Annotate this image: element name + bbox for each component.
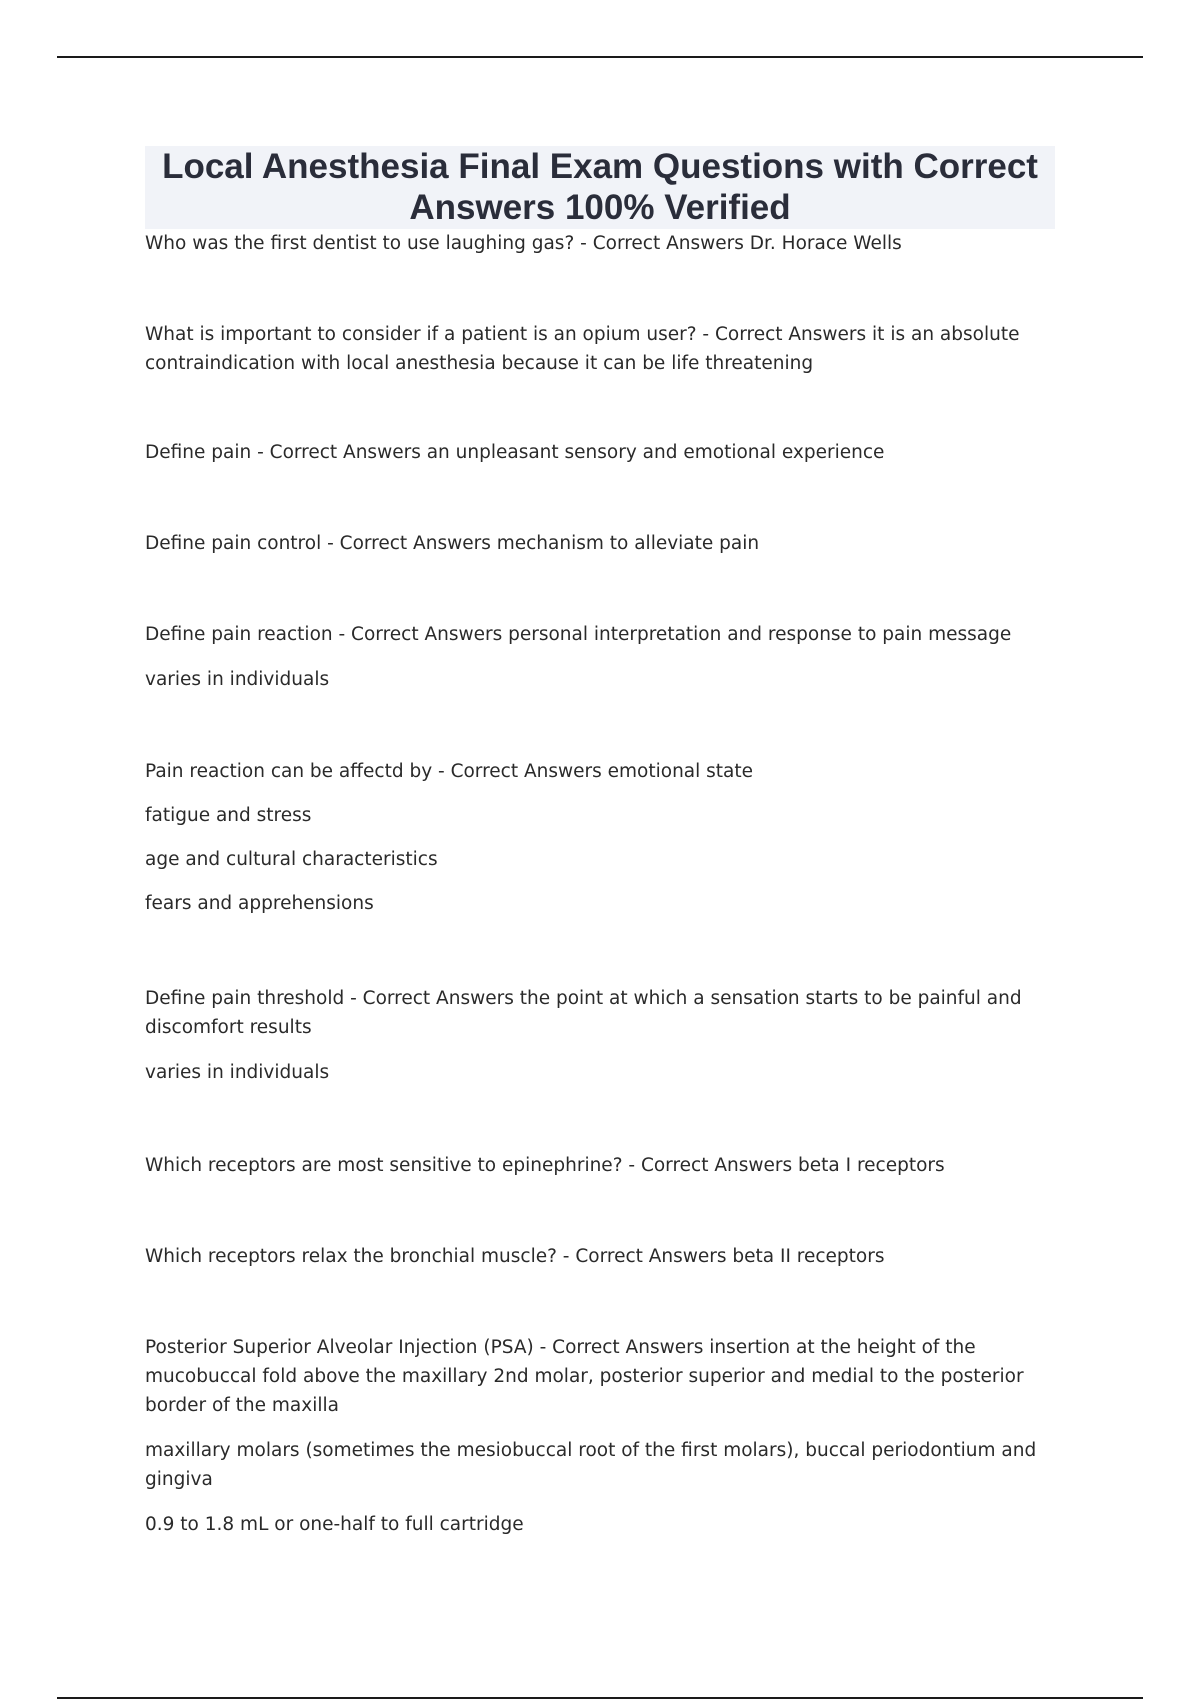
qa-item-1 — [145, 229, 1050, 258]
qa-item-7 — [145, 984, 1050, 1087]
qa-item-4 — [145, 529, 1050, 558]
document-header — [145, 146, 1055, 229]
qa-item-6 — [145, 757, 1050, 918]
qa-extra-line: fatigue and stress — [145, 805, 312, 826]
qa-question: What is important to consider if a patient is an opium user? - Correct Answers it is an absolute contraindication with local anesthesia because it can be life threatening — [145, 324, 1020, 374]
qa-question: Who was the first dentist to use laughing gas? - Correct Answers Dr. Horace Wells — [145, 233, 902, 254]
qa-extra-line: maxillary molars (sometimes the mesiobuccal root of the first molars), buccal periodontium and gingiva — [145, 1440, 1037, 1490]
bottom-rule — [57, 1697, 1143, 1699]
qa-extra-line: age and cultural characteristics — [145, 849, 438, 870]
qa-extra-line: varies in individuals — [145, 1062, 330, 1083]
qa-extra-line: fears and apprehensions — [145, 893, 374, 914]
qa-question: Pain reaction can be affectd by - Correct Answers emotional state — [145, 761, 754, 782]
qa-item-2 — [145, 320, 1050, 378]
qa-item-5 — [145, 620, 1050, 694]
qa-question: Define pain reaction - Correct Answers personal interpretation and response to pain message — [145, 624, 1012, 645]
qa-item-3 — [145, 438, 1050, 467]
qa-item-9 — [145, 1242, 1050, 1271]
qa-item-8 — [145, 1151, 1050, 1180]
document-title-line-1: Local Anesthesia Final Exam Questions with Correct — [162, 147, 1038, 186]
qa-question: Which receptors relax the bronchial muscle? - Correct Answers beta II receptors — [145, 1246, 885, 1267]
top-rule — [57, 56, 1143, 58]
qa-question: Define pain threshold - Correct Answers the point at which a sensation starts to be painful and discomfort results — [145, 988, 1022, 1038]
qa-question: Which receptors are most sensitive to epinephrine? - Correct Answers beta I receptors — [145, 1155, 945, 1176]
qa-question: Define pain control - Correct Answers mechanism to alleviate pain — [145, 533, 760, 554]
qa-extra-line: varies in individuals — [145, 669, 330, 690]
qa-extra-line: 0.9 to 1.8 mL or one-half to full cartridge — [145, 1514, 524, 1535]
title-box — [145, 146, 1055, 229]
document-title-line-2: Answers 100% Verified — [409, 188, 791, 227]
qa-question: Posterior Superior Alveolar Injection (PSA) - Correct Answers insertion at the height of the mucobuccal fold above the maxillary 2nd molar, posterior superior and medial to the posterior border of the maxilla — [145, 1337, 1024, 1416]
qa-item-10 — [145, 1333, 1050, 1539]
qa-question: Define pain - Correct Answers an unpleasant sensory and emotional experience — [145, 442, 885, 463]
